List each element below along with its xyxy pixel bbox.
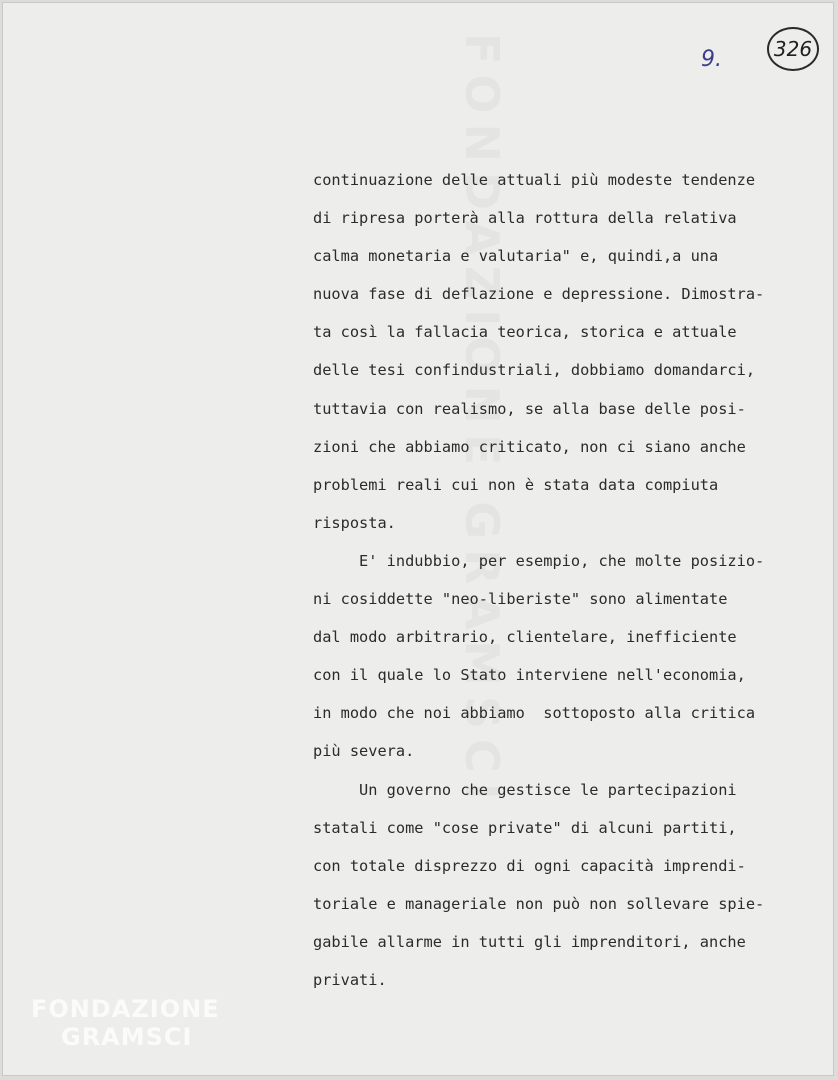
- text-line: privati.: [313, 970, 387, 989]
- text-line: con il quale lo Stato interviene nell'economia,: [313, 666, 746, 685]
- watermark-logo: [31, 995, 220, 1051]
- text-line: dal modo arbitrario, clientelare, inefficiente: [313, 628, 737, 647]
- stamp-number: 326: [773, 37, 813, 61]
- text-line: più severa.: [313, 742, 415, 761]
- watermark-logo-line2: GRAMSCI: [61, 1023, 193, 1051]
- text-line: nuova fase di deflazione e depressione. Dimostra-: [313, 285, 765, 304]
- text-line: statali come "cose private" di alcuni partiti,: [313, 818, 737, 837]
- text-line: in modo che noi abbiamo sottoposto alla critica: [313, 704, 756, 723]
- text-line: con totale disprezzo di ogni capacità imprendi-: [313, 856, 746, 875]
- text-line: continuazione delle attuali più modeste tendenze: [313, 171, 756, 189]
- text-line: calma monetaria e valutaria" e, quindi,a una: [313, 247, 719, 266]
- text-line: di ripresa porterà alla rottura della relativa: [313, 209, 737, 228]
- text-line: ni cosiddette "neo-liberiste" sono alimentate: [313, 590, 728, 609]
- watermark-logo-line1: FONDAZIONE: [31, 995, 220, 1023]
- text-line: toriale e manageriale non può non sollevare spie-: [313, 894, 765, 913]
- document-page: [2, 2, 834, 1076]
- text-line: problemi reali cui non è stata data compiuta: [313, 475, 719, 494]
- text-line: ta così la fallacia teorica, storica e attuale: [313, 323, 737, 342]
- text-line: E' indubbio, per esempio, che molte posizio-: [313, 551, 765, 570]
- text-line: tuttavia con realismo, se alla base delle posi-: [313, 399, 746, 418]
- text-line: zioni che abbiamo criticato, non ci siano anche: [313, 437, 746, 456]
- archive-stamp: [767, 27, 819, 71]
- page-number: 9.: [701, 47, 722, 72]
- body-text: [313, 161, 813, 999]
- text-line: delle tesi confindustriali, dobbiamo domandarci,: [313, 361, 756, 380]
- text-line: Un governo che gestisce le partecipazioni: [313, 780, 737, 799]
- text-line: risposta.: [313, 513, 396, 532]
- text-line: gabile allarme in tutti gli imprenditori, anche: [313, 932, 746, 951]
